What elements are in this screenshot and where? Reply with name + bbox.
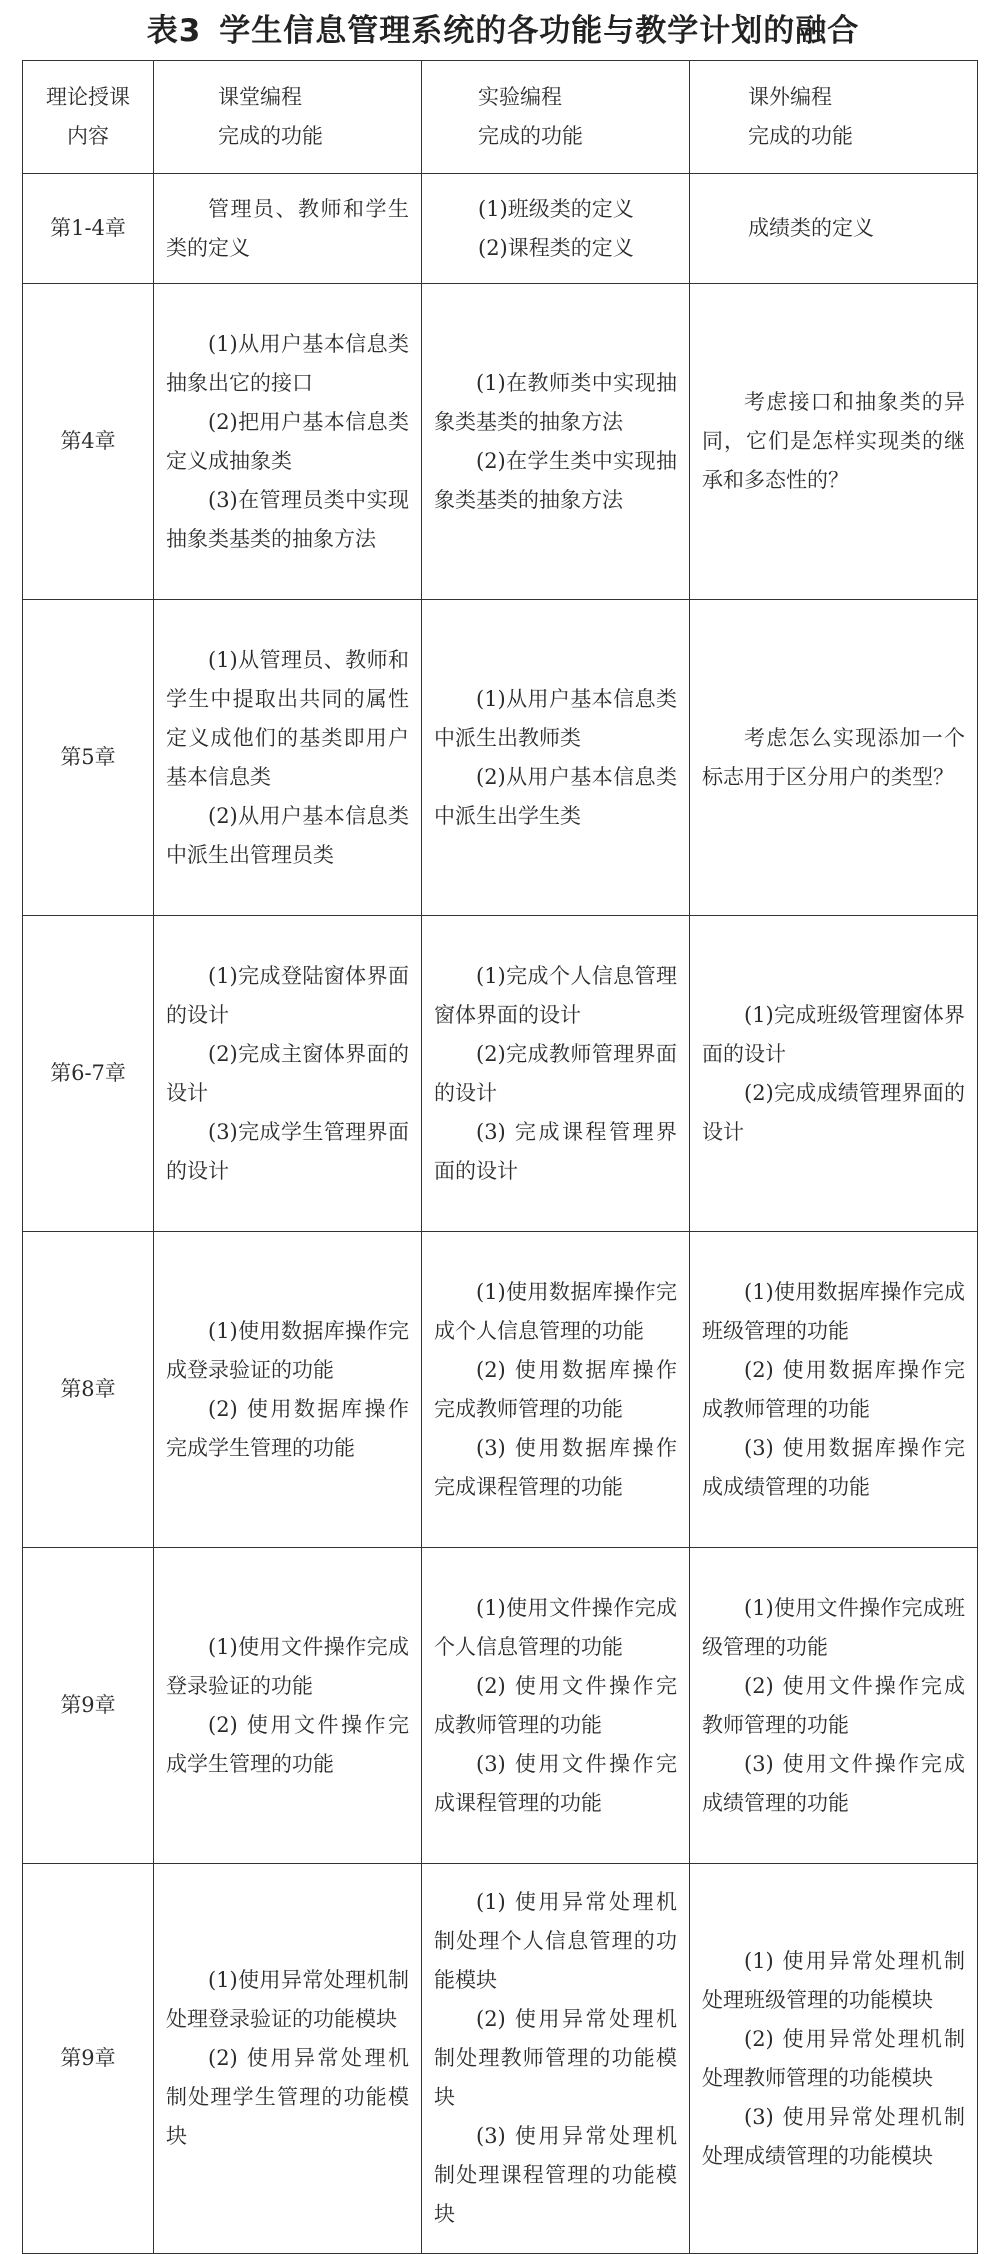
- classroom-cell: [154, 284, 422, 600]
- cell-paragraph: (2)把用户基本信息类定义成抽象类: [166, 409, 409, 473]
- cell-paragraph: (1)在教师类中实现抽象类基类的抽象方法: [434, 370, 677, 434]
- cell-paragraph: (1)班级类的定义: [478, 196, 634, 221]
- extra-cell: [690, 1232, 978, 1548]
- lab-cell: [422, 1232, 690, 1548]
- classroom-cell: [154, 600, 422, 916]
- chapter-cell: 第9章: [23, 1864, 154, 2254]
- cell-paragraph: (1)使用文件操作完成个人信息管理的功能: [434, 1595, 677, 1659]
- cell-paragraph: (2)课程类的定义: [478, 235, 634, 260]
- cell-paragraph: (1)完成登陆窗体界面的设计: [166, 963, 409, 1027]
- table-title: [0, 4, 1006, 58]
- table-row: [23, 1548, 978, 1864]
- header-text: 实验编程: [478, 85, 562, 109]
- header-text: 理论授课: [46, 85, 130, 109]
- cell-paragraph: (3)在管理员类中实现抽象类基类的抽象方法: [166, 487, 409, 551]
- table-row: [23, 1864, 978, 2254]
- cell-paragraph: 管理员、教师和学生类的定义: [166, 196, 409, 260]
- cell-paragraph: (3) 使用文件操作完成课程管理的功能: [434, 1751, 677, 1815]
- extra-cell: [690, 600, 978, 916]
- classroom-cell: [154, 916, 422, 1232]
- chapter-cell: 第6-7章: [23, 916, 154, 1232]
- cell-paragraph: (1) 使用异常处理机制处理班级管理的功能模块: [702, 1948, 965, 2012]
- cell-paragraph: 考虑怎么实现添加一个标志用于区分用户的类型？: [702, 725, 965, 789]
- cell-paragraph: (2) 使用数据库操作完成教师管理的功能: [434, 1357, 677, 1421]
- cell-paragraph: (2)完成主窗体界面的设计: [166, 1041, 409, 1105]
- lab-cell: [422, 600, 690, 916]
- header-cell-classroom: [154, 61, 422, 174]
- table-caption: 学生信息管理系统的各功能与教学计划的融合: [219, 13, 860, 49]
- chapter-cell: 第8章: [23, 1232, 154, 1548]
- cell-paragraph: (2) 使用异常处理机制处理学生管理的功能模块: [166, 2046, 409, 2148]
- cell-paragraph: (1)使用数据库操作完成个人信息管理的功能: [434, 1279, 677, 1343]
- cell-paragraph: (1) 使用异常处理机制处理个人信息管理的功能模块: [434, 1890, 677, 1992]
- cell-paragraph: (2) 使用数据库操作完成教师管理的功能: [702, 1357, 965, 1421]
- header-text: 课外编程: [748, 85, 832, 109]
- cell-paragraph: (2) 使用异常处理机制处理教师管理的功能模块: [434, 2007, 677, 2109]
- extra-cell: [690, 1864, 978, 2254]
- cell-paragraph: (2)完成教师管理界面的设计: [434, 1041, 677, 1105]
- cell-paragraph: (3) 使用异常处理机制处理课程管理的功能模块: [434, 2124, 677, 2226]
- cell-paragraph: (2) 使用数据库操作完成学生管理的功能: [166, 1396, 409, 1460]
- table-number: 表3: [146, 13, 202, 49]
- chapter-cell: 第9章: [23, 1548, 154, 1864]
- cell-paragraph: (2)在学生类中实现抽象类基类的抽象方法: [434, 448, 677, 512]
- cell-paragraph: 考虑接口和抽象类的异同，它们是怎样实现类的继承和多态性的？: [702, 390, 965, 492]
- extra-cell: [690, 174, 978, 284]
- cell-paragraph: (2)从用户基本信息类中派生出学生类: [434, 764, 677, 828]
- extra-cell: [690, 916, 978, 1232]
- table-row: [23, 174, 978, 284]
- cell-paragraph: (2) 使用文件操作完成教师管理的功能: [434, 1673, 677, 1737]
- classroom-cell: [154, 1864, 422, 2254]
- cell-paragraph: 成绩类的定义: [748, 216, 874, 240]
- cell-paragraph: (1)从管理员、教师和学生中提取出共同的属性定义成他们的基类即用户基本信息类: [166, 647, 409, 789]
- extra-cell: [690, 284, 978, 600]
- header-text: 完成的功能: [748, 124, 853, 148]
- cell-paragraph: (3) 使用数据库操作完成课程管理的功能: [434, 1435, 677, 1499]
- cell-paragraph: (3) 完成课程管理界面的设计: [434, 1119, 677, 1183]
- lab-cell: [422, 284, 690, 600]
- cell-paragraph: (2) 使用文件操作完成学生管理的功能: [166, 1712, 409, 1776]
- table-row: [23, 1232, 978, 1548]
- cell-paragraph: (3)完成学生管理界面的设计: [166, 1119, 409, 1183]
- function-plan-table: [22, 60, 978, 2254]
- cell-paragraph: (1)完成班级管理窗体界面的设计: [702, 1002, 965, 1066]
- header-text: 完成的功能: [478, 124, 583, 148]
- cell-paragraph: (1)完成个人信息管理窗体界面的设计: [434, 963, 677, 1027]
- cell-paragraph: (2)从用户基本信息类中派生出管理员类: [166, 803, 409, 867]
- header-text: 完成的功能: [218, 124, 323, 148]
- lab-cell: [422, 1548, 690, 1864]
- cell-paragraph: (2) 使用文件操作完成教师管理的功能: [702, 1673, 965, 1737]
- lab-cell: [422, 1864, 690, 2254]
- classroom-cell: [154, 1548, 422, 1864]
- cell-paragraph: (3) 使用数据库操作完成成绩管理的功能: [702, 1435, 965, 1499]
- table-row: [23, 284, 978, 600]
- table-row: [23, 600, 978, 916]
- lab-cell: [422, 174, 690, 284]
- cell-paragraph: (1)使用数据库操作完成登录验证的功能: [166, 1318, 409, 1382]
- extra-cell: [690, 1548, 978, 1864]
- classroom-cell: [154, 174, 422, 284]
- cell-paragraph: (2)完成成绩管理界面的设计: [702, 1080, 965, 1144]
- chapter-cell: 第4章: [23, 284, 154, 600]
- cell-paragraph: (2) 使用异常处理机制处理教师管理的功能模块: [702, 2026, 965, 2090]
- header-cell-lecture: [23, 61, 154, 174]
- cell-paragraph: (1)使用数据库操作完成班级管理的功能: [702, 1279, 965, 1343]
- table-row: [23, 916, 978, 1232]
- header-cell-extra: [690, 61, 978, 174]
- header-cell-lab: [422, 61, 690, 174]
- cell-paragraph: (3) 使用文件操作完成成绩管理的功能: [702, 1751, 965, 1815]
- cell-paragraph: (1)使用文件操作完成登录验证的功能: [166, 1634, 409, 1698]
- cell-paragraph: (1)使用文件操作完成班级管理的功能: [702, 1595, 965, 1659]
- cell-paragraph: (3) 使用异常处理机制处理成绩管理的功能模块: [702, 2104, 965, 2168]
- cell-paragraph: (1)从用户基本信息类抽象出它的接口: [166, 331, 409, 395]
- chapter-cell: 第5章: [23, 600, 154, 916]
- chapter-cell: 第1-4章: [23, 174, 154, 284]
- header-text: 课堂编程: [218, 85, 302, 109]
- cell-paragraph: (1)从用户基本信息类中派生出教师类: [434, 686, 677, 750]
- lab-cell: [422, 916, 690, 1232]
- header-text: 内容: [67, 124, 109, 148]
- classroom-cell: [154, 1232, 422, 1548]
- cell-paragraph: (1)使用异常处理机制处理登录验证的功能模块: [166, 1968, 409, 2031]
- header-row: [23, 61, 978, 174]
